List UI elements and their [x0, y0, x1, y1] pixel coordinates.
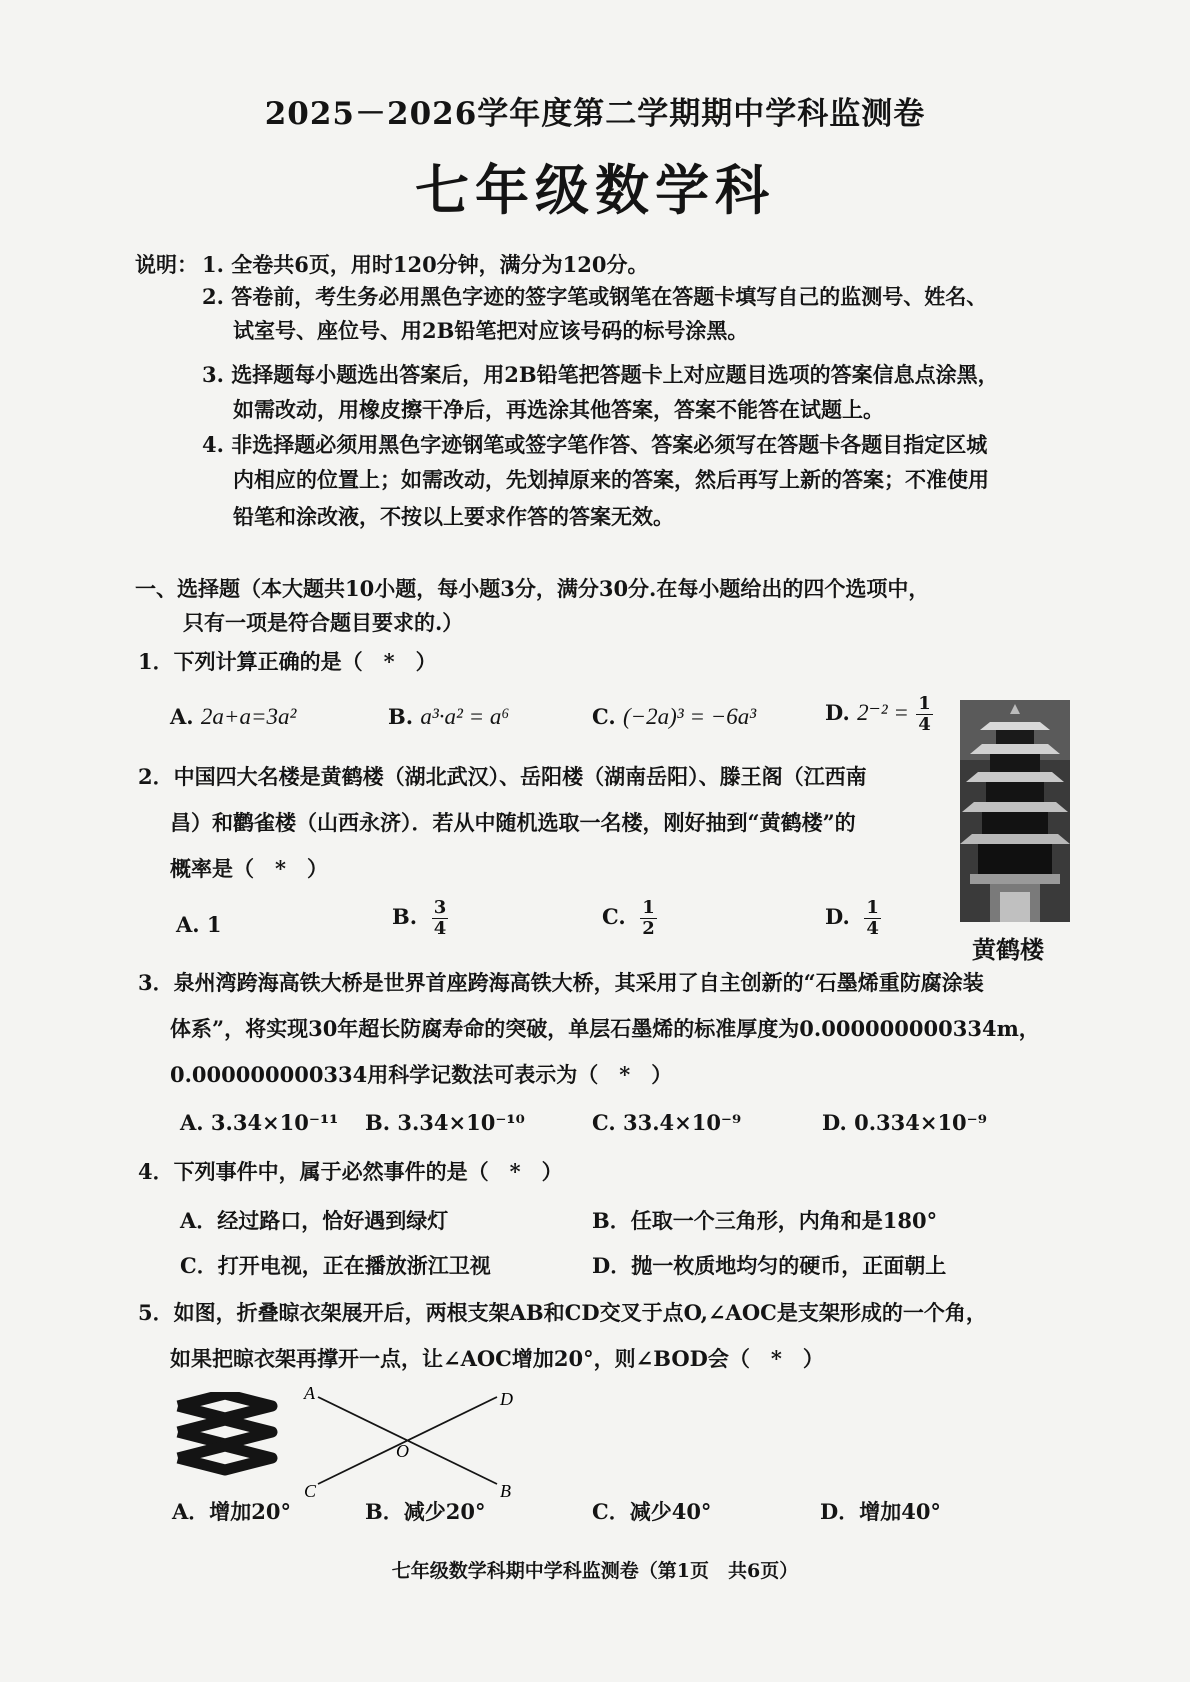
note-line: 铅笔和涂改液，不按以上要求作答的答案无效。: [233, 504, 674, 529]
section-heading-cont: 只有一项是符合题目要求的.）: [183, 610, 464, 635]
label-c: C: [304, 1481, 317, 1500]
question-3-line: 体系”，将实现30年超长防腐寿命的突破，单层石墨烯的标准厚度为0.000000000334m，: [170, 1016, 1040, 1041]
photo-caption: 黄鹤楼: [972, 935, 1044, 964]
q4-option-a: A．经过路口，恰好遇到绿灯: [180, 1208, 449, 1233]
page-footer: 七年级数学科期中学科监测卷（第1页 共6页）: [391, 1560, 799, 1582]
note-line: 1. 全卷共6页，用时120分钟，满分为120分。: [202, 252, 649, 277]
section-heading: 一、选择题（本大题共10小题，每小题3分，满分30分.在每小题给出的四个选项中，: [135, 576, 930, 601]
q5-option-d: D．增加40°: [820, 1499, 941, 1524]
exam-subtitle: 七年级数学科: [415, 158, 775, 222]
fraction: $\frac{1}{2}$: [642, 897, 655, 939]
question-4-stem: 4．下列事件中，属于必然事件的是（ * ）: [138, 1159, 563, 1184]
q3-option-c: C. 33.4×10⁻⁹: [592, 1110, 742, 1135]
fraction: $\frac{1}{4}$: [866, 897, 879, 939]
q1-option-d: D. 2⁻² = $\frac{1}{4}$: [825, 693, 931, 735]
label-b: B: [500, 1481, 511, 1500]
question-5-line: 如果把晾衣架再撑开一点，让∠AOC增加20°，则∠BOD会（ * ）: [170, 1346, 824, 1371]
q2-option-d: D. $\frac{1}{4}$: [825, 897, 879, 939]
fraction: $\frac{3}{4}$: [433, 897, 447, 939]
fraction: $\frac{1}{4}$: [918, 693, 931, 735]
question-3-line: 3．泉州湾跨海高铁大桥是世界首座跨海高铁大桥，其采用了自主创新的“石墨烯重防腐涂装: [138, 970, 984, 995]
question-1-stem: 1．下列计算正确的是（ * ）: [138, 649, 437, 674]
notes-label: 说明：: [135, 252, 198, 277]
note-line: 3. 选择题每小题选出答案后，用2B铅笔把答题卡上对应题目选项的答案信息点涂黑，: [202, 362, 999, 387]
note-line: 2. 答卷前，考生务必用黑色字迹的签字笔或钢笔在答题卡填写自己的监测号、姓名、: [202, 284, 988, 309]
q1-option-b: B. a³·a² = a⁶: [388, 704, 510, 729]
q1-option-a: A. 2a+a=3a²: [170, 704, 297, 729]
q3-option-d: D. 0.334×10⁻⁹: [822, 1110, 987, 1135]
exam-title: 2025－2026学年度第二学期期中学科监测卷: [264, 96, 926, 132]
yellow-crane-tower-photo: [960, 700, 1070, 922]
label-o: O: [396, 1441, 409, 1461]
q5-option-b: B．减少20°: [365, 1499, 486, 1524]
question-3-line: 0.000000000334用科学记数法可表示为（ * ）: [170, 1062, 673, 1087]
label-d: D: [500, 1389, 513, 1409]
drying-rack-figure: [170, 1392, 280, 1482]
q2-option-a: A. 1: [176, 912, 222, 937]
question-2-line: 2．中国四大名楼是黄鹤楼（湖北武汉）、岳阳楼（湖南岳阳）、滕王阁（江西南: [138, 764, 867, 789]
note-line: 4. 非选择题必须用黑色字迹钢笔或签字笔作答、答案必须写在答题卡各题目指定区城: [202, 432, 988, 457]
q1-option-c: C. (−2a)³ = −6a³: [592, 704, 757, 729]
label-a: A: [304, 1385, 315, 1403]
question-2-line: 概率是（ * ）: [170, 856, 328, 881]
q2-option-b: B. $\frac{3}{4}$: [392, 897, 447, 939]
q5-option-a: A．增加20°: [172, 1499, 292, 1524]
question-5-line: 5．如图，折叠晾衣架展开后，两根支架AB和CD交叉于点O,∠AOC是支架形成的一个角，: [138, 1300, 987, 1325]
note-line: 试室号、座位号、用2B铅笔把对应该号码的标号涂黑。: [233, 318, 749, 343]
note-line: 如需改动，用橡皮擦干净后，再选涂其他答案，答案不能答在试题上。: [233, 397, 884, 422]
note-line: 内相应的位置上；如需改动，先划掉原来的答案，然后再写上新的答案；不准使用: [233, 467, 989, 492]
question-2-line: 昌）和鹳雀楼（山西永济）．若从中随机选取一名楼，刚好抽到“黄鹤楼”的: [170, 810, 856, 835]
q4-option-b: B．任取一个三角形，内角和是180°: [592, 1208, 938, 1233]
q3-option-a: A. 3.34×10⁻¹¹: [180, 1110, 339, 1135]
q3-option-b: B. 3.34×10⁻¹⁰: [365, 1110, 525, 1135]
q4-option-d: D．抛一枚质地均匀的硬币，正面朝上: [592, 1253, 947, 1278]
q2-option-c: C. $\frac{1}{2}$: [602, 897, 655, 939]
crossed-lines-diagram: [300, 1385, 525, 1500]
q4-option-c: C．打开电视，正在播放浙江卫视: [180, 1253, 491, 1278]
q5-option-c: C．减少40°: [592, 1499, 712, 1524]
